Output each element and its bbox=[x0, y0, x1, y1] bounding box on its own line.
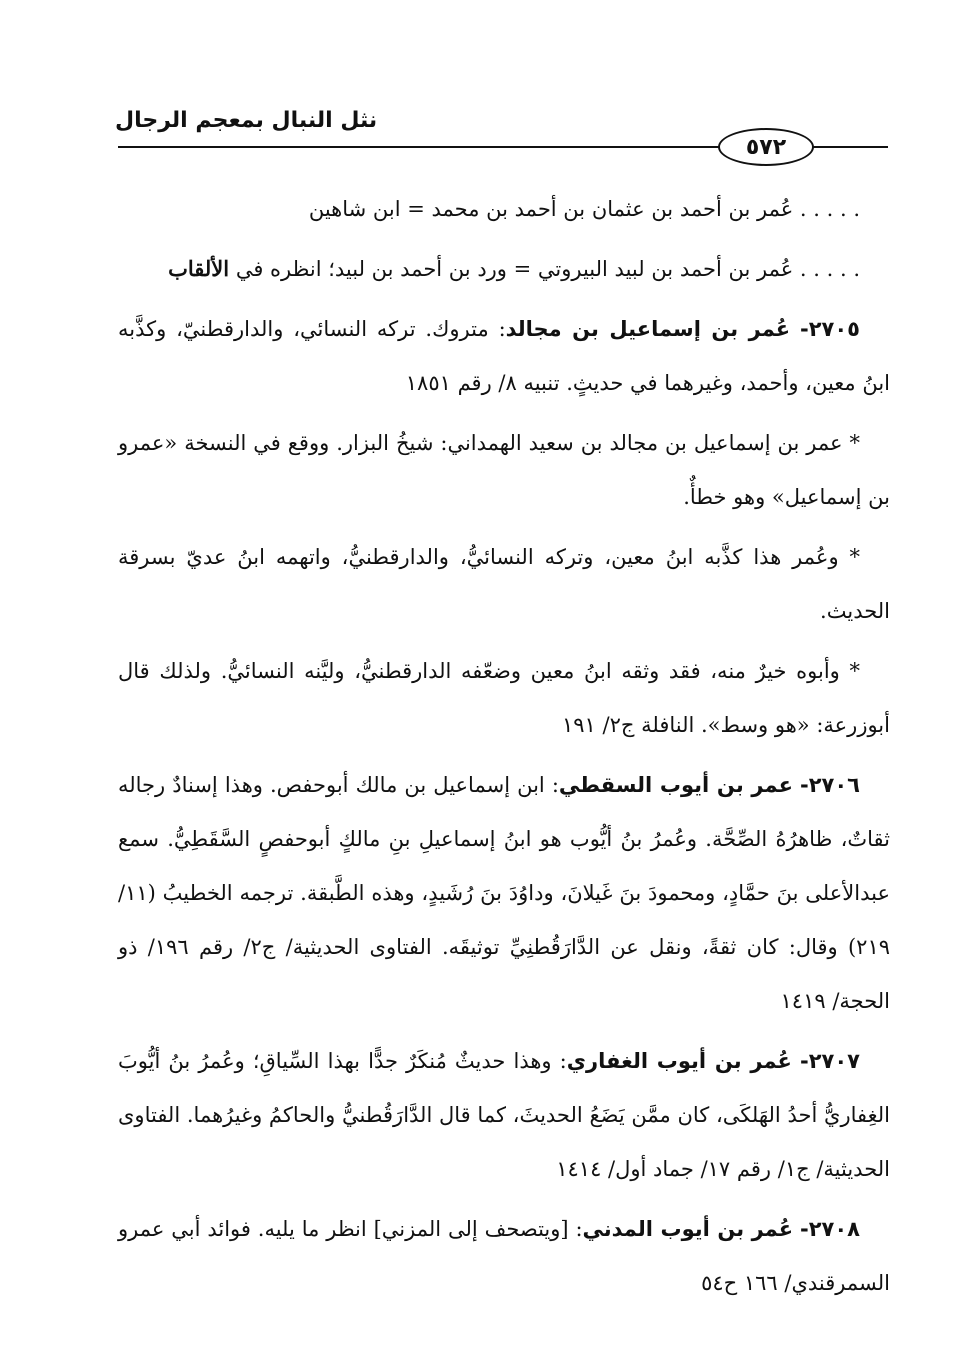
entry-name: عُمر بن أيوب المدني bbox=[582, 1217, 794, 1241]
entry-note bbox=[118, 644, 890, 752]
cross-reference-text: . . . . . عُمر بن أحمد بن عثمان بن أحمد بن محمد = ابن شاهين bbox=[308, 197, 860, 221]
entry-text: : وهذا حديثٌ مُنكَرٌ جدًّا بهذا السِّياقِ؛ وعُمرُ بنُ أيُّوبَ الغِفاريُّ أحدُ الهَلكَى، كان ممَّن يَضَعُ الحديثَ، كما قال الدَّارَقُطنيُّ والحاكمُ وغيرُهما. الفتاوى الحديثية/ ج١/ رقم ١٧/ جماد أول/ ١٤١٤ bbox=[118, 1049, 890, 1181]
entry-number: ٢٧٠٥- bbox=[800, 317, 860, 341]
body-text bbox=[118, 182, 890, 1316]
entry-number: ٢٧٠٨- bbox=[800, 1217, 860, 1241]
entry-note bbox=[118, 530, 890, 638]
cross-reference bbox=[118, 182, 890, 236]
entry-name: عُمر بن إسماعيل بن مجالد bbox=[505, 317, 791, 341]
page-number: ٥٧٢ bbox=[718, 128, 814, 166]
cross-reference bbox=[118, 242, 890, 296]
entry-note-text: * وأبوه خيرٌ منه، فقد وثقه ابنُ معين وضعّفه الدارقطنيُّ، وليَّنه النسائيُّ. ولذلك قال أبوزرعة: «هو وسط». النافلة ج٢/ ١٩١ bbox=[118, 659, 890, 737]
entry-2706 bbox=[118, 758, 890, 1028]
entry-2705 bbox=[118, 302, 890, 410]
entry-number: ٢٧٠٦- bbox=[800, 773, 860, 797]
cross-reference-target: الألقاب bbox=[168, 256, 230, 281]
entry-text: : ابن إسماعيل بن مالك أبوحفص. وهذا إسنادٌ رجاله ثقاتٌ، ظاهرُهُ الصِّحَّة. وعُمرُ بنُ أيُّوب هو ابنُ إسماعيلِ بنِ مالكٍ أبوحفصٍ السَّقَطِيُّ. سمع عبدالأعلى بنَ حمَّادٍ، ومحمودَ بنَ غَيلانَ، وداوُدَ بنَ رُشَيدٍ، وهذه الطَّبقة. ترجمه الخطيبُ (١١/ ٢١٩) وقال: كان ثقةً، ونقل عن الدَّارَقُطنِيِّ توثيقَه. الفتاوى الحديثية/ ج٢/ رقم ١٩٦/ ذو الحجة/ ١٤١٩ bbox=[118, 773, 891, 1013]
entry-2707 bbox=[118, 1034, 890, 1196]
entry-note-text: * عمر بن إسماعيل بن مجالد بن سعيد الهمداني: شيخُ البزار. ووقع في النسخة «عمرو بن إسماعيل» وهو خطأٌ. bbox=[118, 431, 890, 509]
entry-name: عُمر بن أيوب الغفاري bbox=[566, 1049, 792, 1073]
entry-name: عمر بن أيوب السقطي bbox=[558, 773, 793, 797]
entry-text: : متروك. تركه النسائي، والدارقطنيّ، وكذَّبه ابنُ معين، وأحمد، وغيرهما في حديثٍ. تنبيه ٨/ رقم ١٨٥١ bbox=[118, 317, 890, 395]
entry-number: ٢٧٠٧- bbox=[800, 1049, 860, 1073]
entry-text: : [ويتصحف إلى المزني] انظر ما يليه. فوائد أبي عمرو السمرقندي/ ١٦٦ ح٥٤ bbox=[118, 1217, 890, 1295]
entry-note bbox=[118, 416, 890, 524]
running-title: نثل النبال بمعجم الرجال bbox=[115, 108, 378, 133]
cross-reference-text: . . . . . عُمر بن أحمد بن لبيد البيروتي = ورد بن أحمد بن لبيد؛ انظره في bbox=[235, 257, 860, 281]
entry-2708 bbox=[118, 1202, 890, 1310]
entry-note-text: * وعُمر هذا كذَّبه ابنُ معين، وتركه النسائيُّ، والدارقطنيُّ، واتهمه ابنُ عديّ بسرقة الحديث. bbox=[118, 545, 890, 623]
